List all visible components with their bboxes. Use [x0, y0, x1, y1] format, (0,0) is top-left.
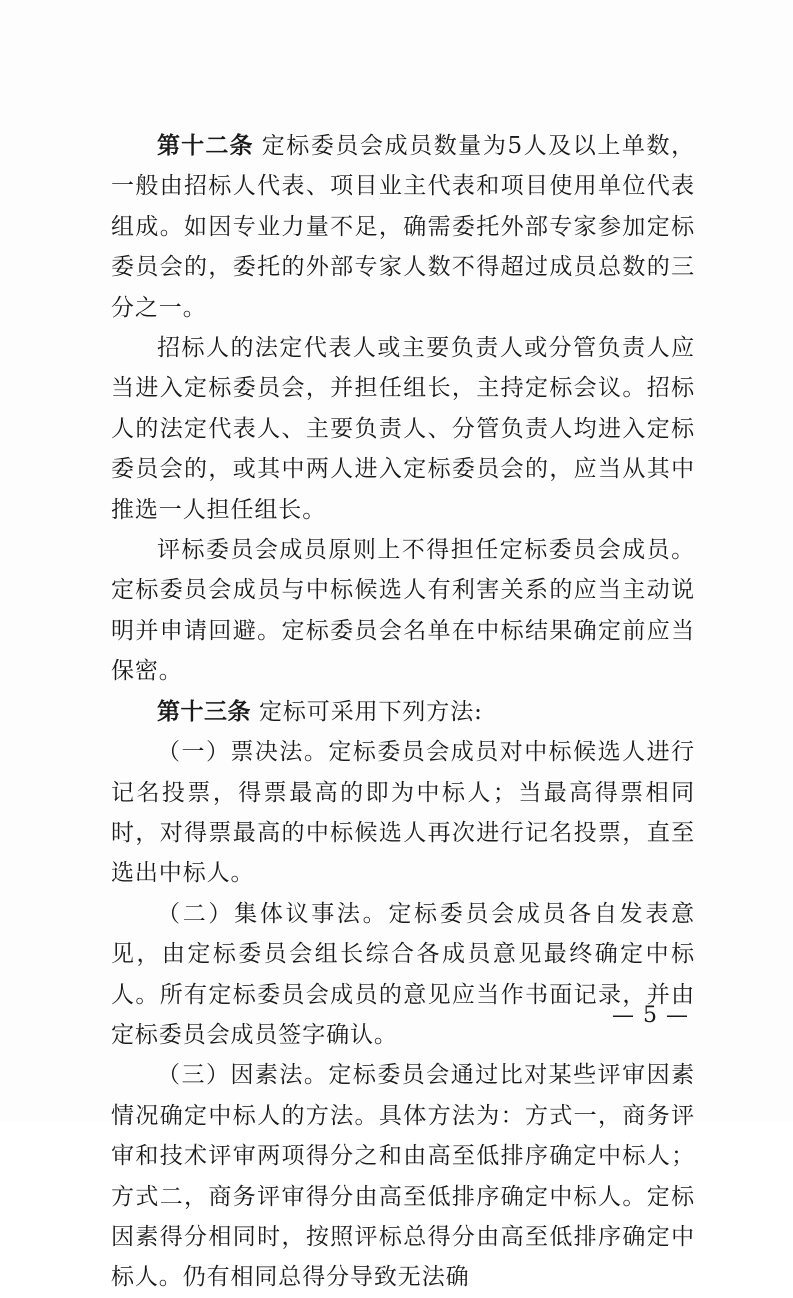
- voting-method-paragraph: [111, 732, 695, 894]
- factor-method-text: （三）因素法。定标委员会通过比对某些评审因素情况确定中标人的方法。具体方法为：方式一，商务评审和技术评审两项得分之和由高至低排序确定中标人；方式二，商务评审得分由高至低排序确定中标人。定标因素得分相同时，按照评标总得分由高至低排序确定中标人。仍有相同总得分导致无法确: [111, 1062, 695, 1291]
- voting-method-text: （一）票决法。定标委员会成员对中标候选人进行记名投票，得票最高的即为中标人；当最高得票相同时，对得票最高的中标候选人再次进行记名投票，直至选出中标人。: [111, 739, 695, 887]
- article-12-heading: 第十二条: [157, 133, 254, 159]
- page-number: — 5 —: [612, 1003, 689, 1028]
- article-13-heading: 第十三条: [157, 698, 251, 725]
- team-leader-paragraph: [111, 328, 695, 530]
- recusal-paragraph: [111, 530, 695, 692]
- team-leader-text: 招标人的法定代表人或主要负责人或分管负责人应当进入定标委员会，并担任组长，主持定标会议。招标人的法定代表人、主要负责人、分管负责人均进入定标委员会的，或其中两人进入定标委员会的，应当从其中推选一人担任组长。: [111, 335, 695, 523]
- factor-method-paragraph: [111, 1055, 695, 1297]
- article-13-text: 定标可采用下列方法:: [259, 698, 483, 725]
- collective-method-paragraph: [111, 894, 695, 1056]
- article-12-text: 定标委员会成员数量为5人及以上单数，一般由招标人代表、项目业主代表和项目使用单位代表组成。如因专业力量不足，确需委托外部专家参加定标委员会的，委托的外部专家人数不得超过成员总数的三分之一。: [111, 133, 695, 321]
- recusal-text: 评标委员会成员原则上不得担任定标委员会成员。定标委员会成员与中标候选人有利害关系的应当主动说明并申请回避。定标委员会名单在中标结果确定前应当保密。: [111, 537, 695, 685]
- article-12-paragraph: [111, 126, 695, 328]
- article-13-paragraph: [111, 692, 695, 732]
- collective-method-text: （二）集体议事法。定标委员会成员各自发表意见，由定标委员会组长综合各成员意见最终确定中标人。所有定标委员会成员的意见应当作书面记录，并由定标委员会成员签字确认。: [111, 900, 695, 1048]
- document-body: [111, 126, 695, 1298]
